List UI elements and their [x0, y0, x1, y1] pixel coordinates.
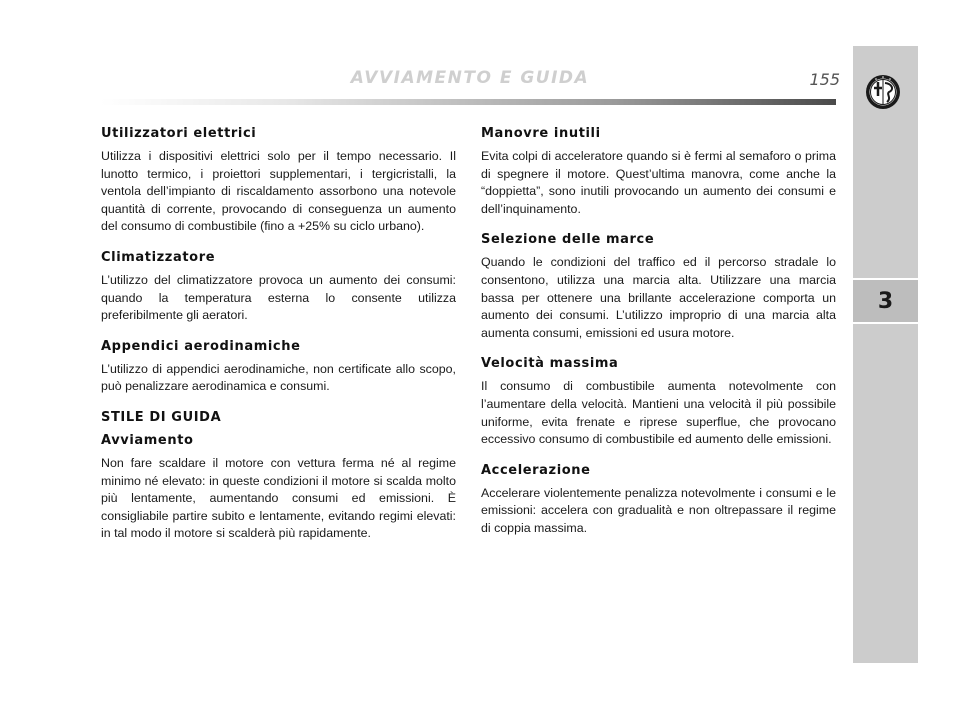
section-text: Non fare scaldare il motore con vettura ferma né al regime minimo né elevato: in queste condizioni il motore si scalda molto più lentamente, aumentando consumi ed emissioni. È consigliabile partire subito e lentamente, evitando regimi elevati: in tal modo il motore si scalderà più rapidamente.: [101, 455, 456, 541]
section-heading: Appendici aerodinamiche: [101, 338, 301, 354]
section-utilizzatori-elettrici: [101, 126, 456, 236]
section-text: Accelerare violentemente penalizza notevolmente i consumi e le emissioni: accelera con gradualità e non oltrepassare il regime di coppia massima.: [481, 485, 836, 535]
chapter-tab: 3: [853, 278, 918, 324]
section-heading: Utilizzatori elettrici: [101, 126, 257, 141]
section-avviamento: [101, 433, 456, 543]
page-header-title: AVVIAMENTO E GUIDA: [350, 68, 590, 88]
section-heading: Climatizzatore: [101, 249, 216, 265]
section-text: Utilizza i dispositivi elettrici solo per il tempo necessario. Il lunotto termico, i proiettori supplementari, i tergicristalli, la ventola dell’impianto di riscaldamento assorbono una notevole quantità di corrente, provocando di conseguenza un aumento del consumo di combustibile (fino a +25% su ciclo urbano).: [101, 149, 456, 234]
section-text: Evita colpi di acceleratore quando si è fermi al semaforo o prima di spegnere il motore. Quest’ultima manovra, come anche la “doppietta”, sono inutili provocando un aumento dei consumi e dell’inquinamento.: [481, 149, 836, 216]
section-text: L’utilizzo di appendici aerodinamiche, non certificate allo scopo, può penalizzare aerodinamica e consumi.: [101, 361, 456, 394]
section-heading: Selezione delle marce: [481, 232, 655, 248]
chapter-heading-stile-di-guida: STILE DI GUIDA: [101, 409, 222, 425]
chapter-side-strip: [853, 46, 918, 663]
section-heading: Accelerazione: [481, 462, 591, 478]
section-accelerazione: [481, 463, 836, 538]
section-text: Quando le condizioni del traffico ed il percorso stradale lo consentono, utilizza una marcia alta. Utilizzare una marcia bassa per ottenere una brillante accelerazione comporta un aumento dei consumi. L’utilizzo improprio di una marcia alta aumenta consumi, emissioni ed usura motore.: [481, 255, 836, 340]
section-text: L’utilizzo del climatizzatore provoca un aumento dei consumi: quando la temperatura esterna lo consente utilizza preferibilmente gli aeratori.: [101, 272, 456, 323]
section-text: Il consumo di combustibile aumenta notevolmente con l’aumentare della velocità. Mantieni una velocità il più possibile uniforme, evita frenate e riprese superflue, che provocano eccessivo consumo di combustibile ed aumento delle emissioni.: [481, 379, 836, 447]
left-column: [101, 126, 456, 557]
section-heading: Manovre inutili: [481, 126, 601, 141]
section-climatizzatore: [101, 250, 456, 325]
alfa-romeo-badge-icon: [865, 74, 901, 110]
page-number: 155: [809, 70, 840, 89]
section-selezione-marce: [481, 232, 836, 342]
section-manovre-inutili: [481, 126, 836, 218]
section-appendici-aerodinamiche: [101, 339, 456, 396]
section-heading: Avviamento: [101, 432, 194, 448]
right-column: [481, 126, 836, 552]
header-rule: [100, 99, 836, 105]
section-velocita-massima: [481, 356, 836, 448]
section-heading: Velocità massima: [481, 356, 619, 372]
